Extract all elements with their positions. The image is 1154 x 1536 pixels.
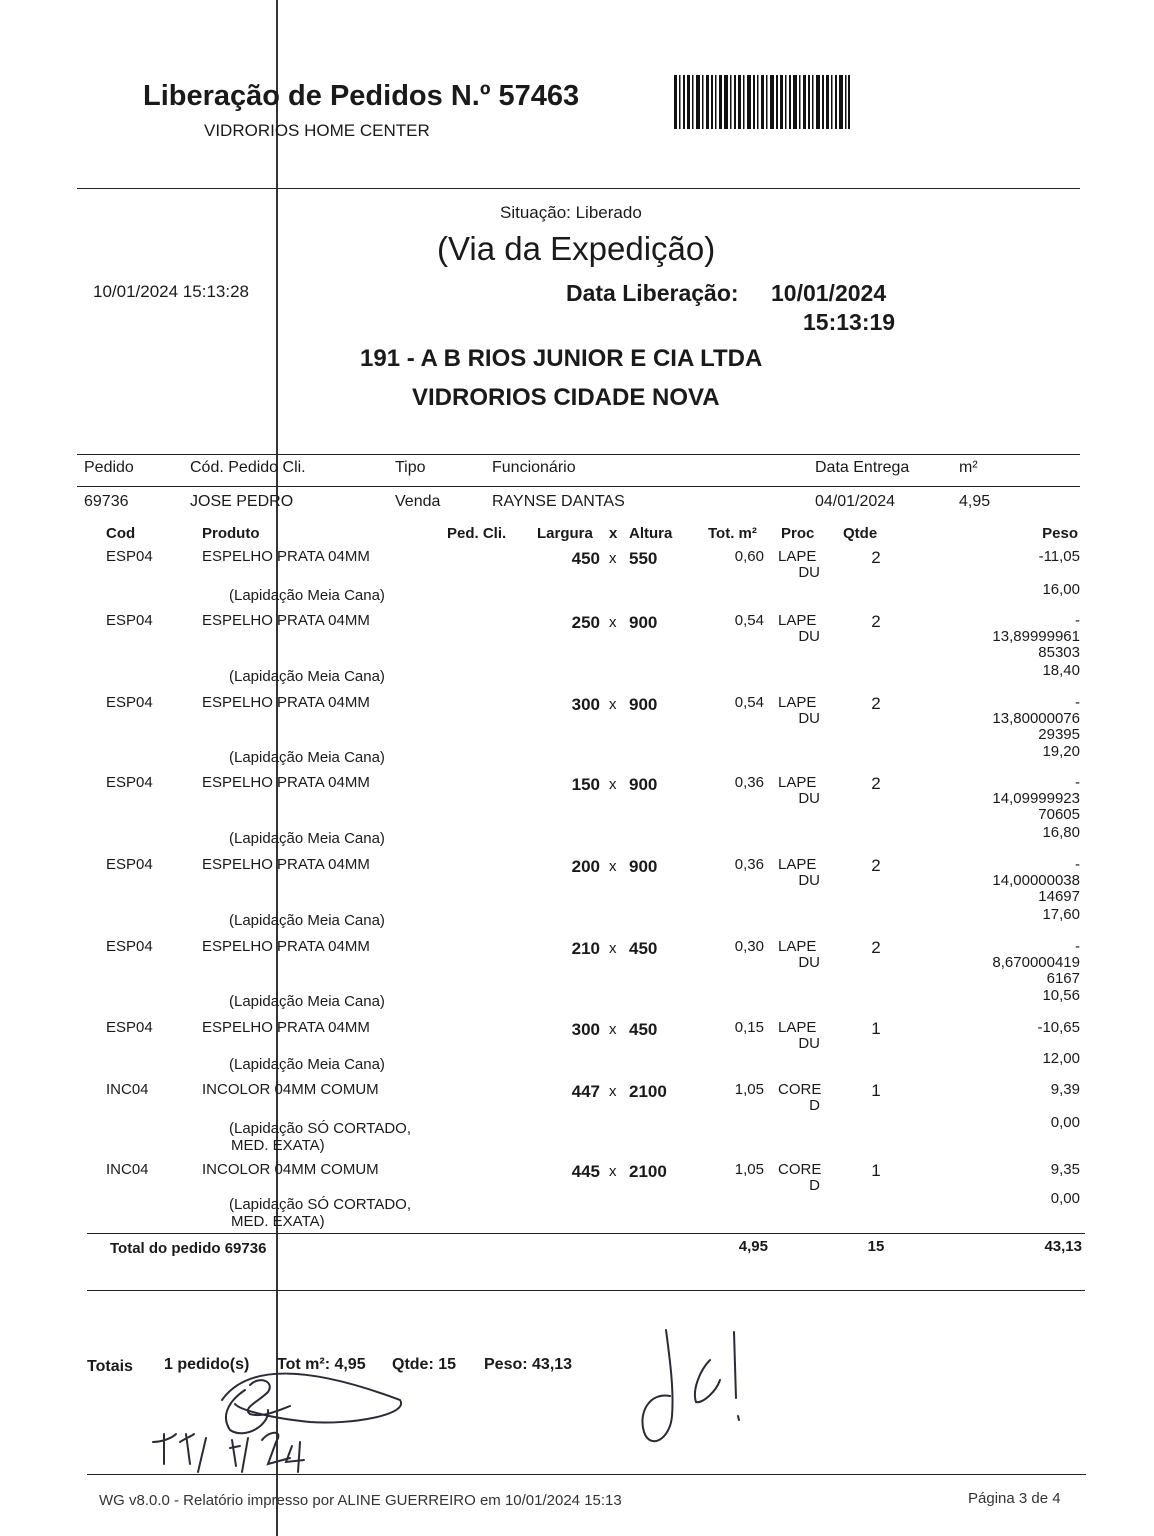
item-tot-m2: 1,05: [734, 1161, 764, 1178]
item-cod: ESP04: [106, 774, 153, 791]
handwritten-initials: [630, 1320, 760, 1460]
barcode: [674, 75, 850, 129]
item-largura: 210: [571, 939, 600, 958]
item-produto: ESPELHO PRATA 04MM: [202, 938, 370, 955]
item-proc-line2: DU: [798, 564, 820, 581]
item-produto: INCOLOR 04MM COMUM: [202, 1161, 379, 1178]
item-peso-line1: -11,05: [1038, 548, 1080, 565]
item-peso-line2: 13,89999961: [992, 628, 1080, 645]
item-lapidacao-line1: (Lapidação Meia Cana): [229, 1056, 385, 1073]
item-header-peso: Peso: [1042, 525, 1078, 542]
item-lapidacao-value: 17,60: [1042, 906, 1080, 923]
col-header-funcionario: Funcionário: [492, 459, 576, 476]
totals-tot-m2: Tot m²: 4,95: [277, 1356, 366, 1373]
item-altura: 2100: [629, 1162, 667, 1181]
item-proc-line1: CORE: [778, 1161, 822, 1178]
item-cod: ESP04: [106, 856, 153, 873]
item-peso-line1: -: [1075, 938, 1080, 955]
item-dimension-separator: x: [609, 858, 617, 875]
order-total-label: Total do pedido 69736: [110, 1240, 267, 1257]
item-proc-line1: LAPE: [778, 938, 817, 955]
item-header-altura: Altura: [629, 525, 673, 542]
item-proc-line2: DU: [798, 710, 820, 727]
item-altura: 2100: [629, 1082, 667, 1101]
item-tot-m2: 0,30: [734, 938, 764, 955]
item-tot-m2: 0,36: [734, 856, 764, 873]
item-produto: INCOLOR 04MM COMUM: [202, 1081, 379, 1098]
col-header-cod-pedido-cli: Cód. Pedido Cli.: [190, 459, 306, 476]
release-time: 15:13:19: [803, 309, 896, 335]
order-total-m2: 4,95: [738, 1238, 768, 1255]
order-m2: 4,95: [959, 493, 991, 510]
item-produto: ESPELHO PRATA 04MM: [202, 694, 370, 711]
order-tipo: Venda: [395, 493, 441, 510]
item-produto: ESPELHO PRATA 04MM: [202, 612, 370, 629]
customer-branch: VIDRORIOS CIDADE NOVA: [412, 384, 720, 411]
order-funcionario: RAYNSE DANTAS: [492, 493, 625, 510]
item-tot-m2: 0,15: [734, 1019, 764, 1036]
item-produto: ESPELHO PRATA 04MM: [202, 774, 370, 791]
item-produto: ESPELHO PRATA 04MM: [202, 1019, 370, 1036]
item-proc-line1: LAPE: [778, 612, 817, 629]
handwritten-date-signature: [150, 1330, 410, 1480]
col-header-pedido: Pedido: [84, 459, 134, 476]
item-header-produto: Produto: [202, 525, 260, 542]
item-dimension-separator: x: [609, 1021, 617, 1038]
company-name: VIDRORIOS HOME CENTER: [204, 121, 430, 140]
item-lapidacao-line1: (Lapidação Meia Cana): [229, 587, 385, 604]
item-peso-line3: 6167: [1046, 970, 1080, 987]
footer-page-number: Página 3 de 4: [968, 1490, 1061, 1507]
section-divider: [87, 1290, 1085, 1291]
item-largura: 250: [571, 613, 600, 632]
item-cod: ESP04: [106, 612, 153, 629]
item-peso-line1: -: [1075, 856, 1080, 873]
col-header-m2: m²: [959, 459, 978, 476]
item-proc-line2: DU: [798, 1035, 820, 1052]
item-altura: 900: [629, 857, 658, 876]
totals-label: Totais: [87, 1358, 133, 1375]
order-total-qtde: 15: [867, 1238, 885, 1255]
item-lapidacao-line1: (Lapidação SÓ CORTADO,: [229, 1196, 412, 1213]
item-proc-line1: LAPE: [778, 694, 817, 711]
item-cod: ESP04: [106, 694, 153, 711]
item-tot-m2: 0,36: [734, 774, 764, 791]
status-text: Situação: Liberado: [500, 203, 642, 222]
item-largura: 300: [571, 695, 600, 714]
item-largura: 447: [571, 1082, 600, 1101]
item-lapidacao-value: 10,56: [1042, 987, 1080, 1004]
col-header-data-entrega: Data Entrega: [815, 459, 910, 476]
item-lapidacao-line1: (Lapidação Meia Cana): [229, 668, 385, 685]
order-table-header-rule: [77, 486, 1080, 487]
item-lapidacao-line2: MED. EXATA): [231, 1213, 325, 1230]
order-pedido: 69736: [84, 493, 129, 510]
copy-label: (Via da Expedição): [437, 230, 716, 267]
release-label: Data Liberação:: [566, 280, 739, 306]
item-proc-line1: LAPE: [778, 774, 817, 791]
item-proc-line2: DU: [798, 954, 820, 971]
item-largura: 150: [571, 775, 600, 794]
col-header-tipo: Tipo: [395, 459, 426, 476]
item-altura: 450: [629, 1020, 658, 1039]
item-lapidacao-value: 16,00: [1042, 581, 1080, 598]
item-altura: 900: [629, 613, 658, 632]
scan-artifact-line: [276, 0, 278, 1536]
item-header-tot-m2: Tot. m²: [708, 525, 757, 542]
item-altura: 550: [629, 549, 658, 568]
item-proc-line1: LAPE: [778, 1019, 817, 1036]
item-dimension-separator: x: [609, 614, 617, 631]
item-lapidacao-line1: (Lapidação Meia Cana): [229, 912, 385, 929]
item-produto: ESPELHO PRATA 04MM: [202, 548, 370, 565]
item-tot-m2: 0,60: [734, 548, 764, 565]
item-dimension-separator: x: [609, 696, 617, 713]
item-peso-line1: -: [1075, 774, 1080, 791]
footer-rule: [87, 1474, 1086, 1475]
item-peso-line1: -10,65: [1037, 1019, 1080, 1036]
item-header-proc: Proc: [781, 525, 815, 542]
item-peso-line2: 13,80000076: [992, 710, 1080, 727]
item-cod: ESP04: [106, 938, 153, 955]
item-peso-line3: 85303: [1038, 644, 1080, 661]
item-dimension-separator: x: [609, 550, 617, 567]
item-peso-line3: 14697: [1038, 888, 1080, 905]
totals-peso: Peso: 43,13: [484, 1356, 573, 1373]
customer-name: 191 - A B RIOS JUNIOR E CIA LTDA: [360, 345, 763, 372]
item-header-x: x: [609, 525, 618, 542]
item-tot-m2: 0,54: [734, 612, 764, 629]
item-proc-line1: LAPE: [778, 856, 817, 873]
item-peso-line1: 9,39: [1050, 1081, 1080, 1098]
item-peso-line1: 9,35: [1050, 1161, 1080, 1178]
item-proc-line2: DU: [798, 790, 820, 807]
item-tot-m2: 1,05: [734, 1081, 764, 1098]
item-peso-line2: 14,09999923: [992, 790, 1080, 807]
item-lapidacao-value: 19,20: [1042, 743, 1080, 760]
order-data-entrega: 04/01/2024: [815, 493, 896, 510]
item-qtde: 2: [871, 856, 881, 875]
item-peso-line3: 29395: [1038, 726, 1080, 743]
item-qtde: 2: [871, 694, 881, 713]
item-proc-line2: DU: [798, 628, 820, 645]
item-dimension-separator: x: [609, 1163, 617, 1180]
item-lapidacao-line1: (Lapidação Meia Cana): [229, 749, 385, 766]
item-largura: 200: [571, 857, 600, 876]
document-title: Liberação de Pedidos N.º 57463: [143, 80, 580, 112]
item-header-cod: Cod: [106, 525, 136, 542]
item-produto: ESPELHO PRATA 04MM: [202, 856, 370, 873]
item-proc-line2: D: [809, 1097, 820, 1114]
item-qtde: 2: [871, 938, 881, 957]
item-peso-line3: 70605: [1038, 806, 1080, 823]
item-cod: INC04: [106, 1161, 149, 1178]
item-qtde: 1: [871, 1161, 881, 1180]
item-proc-line2: D: [809, 1177, 820, 1194]
totals-pedidos: 1 pedido(s): [164, 1356, 250, 1373]
item-dimension-separator: x: [609, 1083, 617, 1100]
totals-qtde: Qtde: 15: [392, 1356, 457, 1373]
order-total-rule: [87, 1233, 1085, 1234]
item-dimension-separator: x: [609, 776, 617, 793]
footer-printed-by: WG v8.0.0 - Relatório impresso por ALINE GUERREIRO em 10/01/2024 15:13: [99, 1492, 622, 1509]
order-total-peso: 43,13: [1044, 1238, 1082, 1255]
item-qtde: 1: [871, 1081, 881, 1100]
item-peso-line1: -: [1075, 694, 1080, 711]
item-peso-line1: -: [1075, 612, 1080, 629]
item-proc-line1: LAPE: [778, 548, 817, 565]
item-qtde: 2: [871, 774, 881, 793]
item-lapidacao-line1: (Lapidação SÓ CORTADO,: [229, 1120, 412, 1137]
item-largura: 445: [571, 1162, 600, 1181]
item-cod: ESP04: [106, 1019, 153, 1036]
item-altura: 900: [629, 775, 658, 794]
item-peso-line2: 14,00000038: [992, 872, 1080, 889]
item-lapidacao-line1: (Lapidação Meia Cana): [229, 993, 385, 1010]
item-lapidacao-line2: MED. EXATA): [231, 1137, 325, 1154]
item-lapidacao-value: 12,00: [1042, 1050, 1080, 1067]
item-qtde: 2: [871, 612, 881, 631]
print-datetime: 10/01/2024 15:13:28: [93, 282, 249, 301]
item-header-qtde: Qtde: [843, 525, 878, 542]
order-cod-pedido-cli: JOSE PEDRO: [190, 493, 294, 510]
item-largura: 300: [571, 1020, 600, 1039]
item-lapidacao-value: 18,40: [1042, 662, 1080, 679]
item-lapidacao-value: 0,00: [1050, 1114, 1080, 1131]
order-table-top-rule: [77, 454, 1080, 455]
item-proc-line1: CORE: [778, 1081, 822, 1098]
item-tot-m2: 0,54: [734, 694, 764, 711]
header-divider: [77, 188, 1080, 189]
item-altura: 900: [629, 695, 658, 714]
item-peso-line2: 8,670000419: [992, 954, 1080, 971]
item-largura: 450: [571, 549, 600, 568]
item-cod: INC04: [106, 1081, 149, 1098]
item-qtde: 1: [871, 1019, 881, 1038]
release-date: 10/01/2024: [771, 280, 887, 306]
item-altura: 450: [629, 939, 658, 958]
item-proc-line2: DU: [798, 872, 820, 889]
item-lapidacao-value: 0,00: [1050, 1190, 1080, 1207]
item-header-largura: Largura: [537, 525, 593, 542]
item-dimension-separator: x: [609, 940, 617, 957]
item-cod: ESP04: [106, 548, 153, 565]
item-lapidacao-value: 16,80: [1042, 824, 1080, 841]
item-qtde: 2: [871, 548, 881, 567]
item-header-ped-cli: Ped. Cli.: [447, 525, 507, 542]
item-lapidacao-line1: (Lapidação Meia Cana): [229, 830, 385, 847]
